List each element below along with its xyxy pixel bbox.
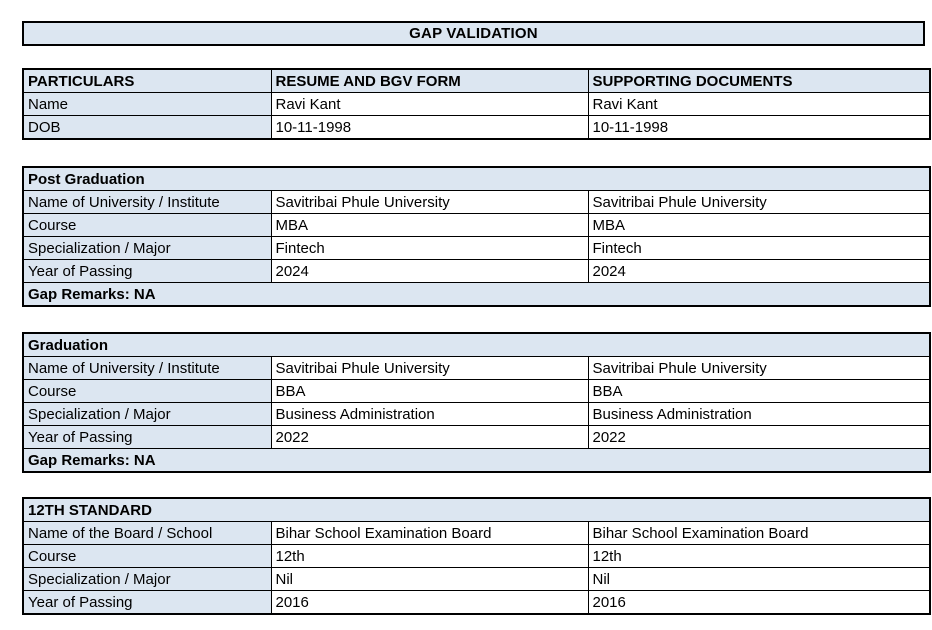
year-supporting-value: 2016 [588,591,930,615]
university-supporting-value: Savitribai Phule University [588,191,930,214]
course-resume-value: MBA [271,214,588,237]
table-row-university [23,191,930,214]
column-header-resume-bgv: RESUME AND BGV FORM [271,69,588,93]
year-resume-value: 2024 [271,260,588,283]
section-heading-row [23,498,930,522]
table-row-year-of-passing [23,591,930,615]
specialization-resume-value: Nil [271,568,588,591]
identity-table [22,68,931,140]
table-row-year-of-passing [23,260,930,283]
identity-header-row [23,69,930,93]
table-row-specialization [23,403,930,426]
section-table-12th-standard [22,497,931,615]
board-resume-value: Bihar School Examination Board [271,522,588,545]
year-resume-value: 2016 [271,591,588,615]
section-heading-row [23,333,930,357]
course-supporting-value: BBA [588,380,930,403]
table-row-specialization [23,568,930,591]
gap-remarks-row [23,449,930,473]
row-label-specialization: Specialization / Major [23,568,271,591]
board-supporting-value: Bihar School Examination Board [588,522,930,545]
gap-remarks-graduation: Gap Remarks: NA [23,449,930,473]
row-label-name: Name [23,93,271,116]
table-row-year-of-passing [23,426,930,449]
page-title: GAP VALIDATION [22,21,925,46]
section-heading-post-graduation: Post Graduation [23,167,930,191]
specialization-supporting-value: Business Administration [588,403,930,426]
table-row-course [23,380,930,403]
row-label-specialization: Specialization / Major [23,237,271,260]
course-supporting-value: MBA [588,214,930,237]
specialization-supporting-value: Fintech [588,237,930,260]
course-supporting-value: 12th [588,545,930,568]
course-resume-value: BBA [271,380,588,403]
row-label-course: Course [23,214,271,237]
row-label-specialization: Specialization / Major [23,403,271,426]
row-label-university: Name of University / Institute [23,191,271,214]
specialization-resume-value: Business Administration [271,403,588,426]
row-label-year-of-passing: Year of Passing [23,426,271,449]
section-heading-row [23,167,930,191]
section-heading-graduation: Graduation [23,333,930,357]
section-table-graduation [22,332,931,473]
year-supporting-value: 2022 [588,426,930,449]
university-supporting-value: Savitribai Phule University [588,357,930,380]
year-supporting-value: 2024 [588,260,930,283]
university-resume-value: Savitribai Phule University [271,357,588,380]
name-resume-value: Ravi Kant [271,93,588,116]
row-label-year-of-passing: Year of Passing [23,260,271,283]
row-label-board-school: Name of the Board / School [23,522,271,545]
row-label-dob: DOB [23,116,271,140]
table-row-specialization [23,237,930,260]
university-resume-value: Savitribai Phule University [271,191,588,214]
table-row-course [23,545,930,568]
gap-remarks-row [23,283,930,307]
course-resume-value: 12th [271,545,588,568]
row-label-university: Name of University / Institute [23,357,271,380]
row-label-year-of-passing: Year of Passing [23,591,271,615]
specialization-supporting-value: Nil [588,568,930,591]
table-row-course [23,214,930,237]
table-row-name [23,93,930,116]
dob-resume-value: 10-11-1998 [271,116,588,140]
row-label-course: Course [23,545,271,568]
column-header-supporting-docs: SUPPORTING DOCUMENTS [588,69,930,93]
table-row-dob [23,116,930,140]
table-row-board-school [23,522,930,545]
year-resume-value: 2022 [271,426,588,449]
section-table-post-graduation [22,166,931,307]
column-header-particulars: PARTICULARS [23,69,271,93]
table-row-university [23,357,930,380]
row-label-course: Course [23,380,271,403]
specialization-resume-value: Fintech [271,237,588,260]
name-supporting-value: Ravi Kant [588,93,930,116]
gap-remarks-post-graduation: Gap Remarks: NA [23,283,930,307]
dob-supporting-value: 10-11-1998 [588,116,930,140]
section-heading-12th-standard: 12TH STANDARD [23,498,930,522]
